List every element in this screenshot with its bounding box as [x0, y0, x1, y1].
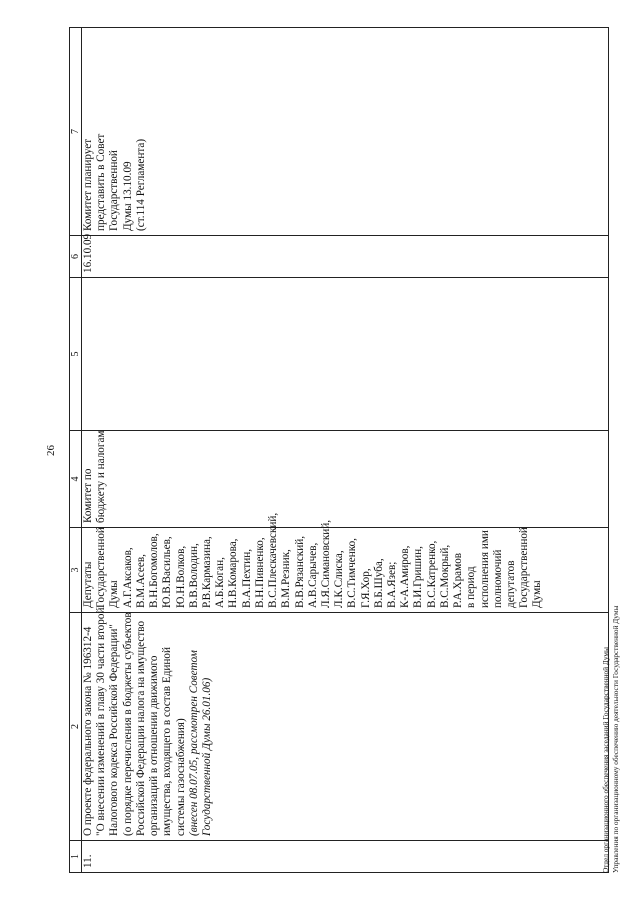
committee-line: Комитет по	[82, 468, 94, 523]
initiator-line: В.С.Катренко,	[425, 540, 438, 608]
initiator-line: исполнения ими	[478, 530, 491, 608]
initiator-line: В.В.Володин,	[187, 543, 200, 608]
initiator-line: А.В.Сарычев,	[306, 542, 319, 608]
initiator-line: В.Н.Пивненко,	[253, 537, 266, 608]
initiator-line: Г.Я.Хор,	[359, 568, 372, 608]
description-note-line: (внесен 08.07.05, рассмотрен Советом	[187, 650, 200, 836]
description-line: О проекте федерального закона № 196312-4	[82, 626, 94, 836]
date-cell: 16.10.09	[82, 236, 609, 278]
notes-cell	[82, 28, 609, 236]
description-line: системы газоснабжения)	[174, 718, 187, 836]
column-header: 6	[70, 236, 82, 278]
initiator-line: Н.В.Комарова,	[227, 538, 240, 608]
description-line: Российской Федерации налога на имущество	[134, 620, 147, 836]
agenda-table	[69, 27, 609, 873]
note-line: Думы 13.10.09	[121, 161, 134, 231]
initiator-line: В.С.Плескачевский,	[267, 512, 280, 608]
initiator-line: В.С.Тимченко,	[346, 538, 359, 608]
initiator-line: Ю.В.Васильев,	[161, 536, 174, 608]
description-note-line: Государственной Думы 26.01.06)	[200, 677, 213, 836]
description-line: Налогового кодекса Российской Федерации"	[108, 624, 121, 836]
note-line: Комитет планирует	[82, 138, 94, 231]
initiator-line: В.А.Пехтин,	[240, 548, 253, 608]
initiator-line: В.М.Резник,	[280, 549, 293, 608]
responsible-committee	[82, 431, 609, 528]
column-header: 5	[70, 278, 82, 431]
page-number: 26	[45, 445, 57, 456]
description-line: "О внесении изменений в главу 30 части второй	[95, 607, 108, 836]
initiator-line: В.И.Гришин,	[412, 546, 425, 608]
initiator-line: В.С.Мокрый,	[438, 544, 451, 608]
initiator-line: Ю.Н.Волков,	[174, 545, 187, 608]
column-5-cell	[82, 278, 609, 431]
description-line: имущества, входящего в состав Единой	[161, 647, 174, 836]
page-footer	[601, 28, 621, 873]
initiator-line: В.Б.Шуба,	[372, 558, 385, 608]
initiator-line: В.М.Асеев,	[134, 554, 147, 608]
footer-line: Управления по организационному обеспечению деятельности Государственной Думы	[611, 605, 620, 873]
initiator-line: Депутаты	[82, 561, 94, 608]
column-header: 4	[70, 431, 82, 528]
initiators-list	[82, 512, 609, 613]
table-row	[82, 28, 609, 873]
initiator-line: Государственной	[518, 527, 531, 608]
initiator-line: Л.К.Слиска,	[333, 550, 346, 608]
initiator-line: Л.Я.Симановский,	[319, 519, 332, 608]
column-number-row	[70, 28, 82, 873]
note-line: Государственной	[108, 150, 121, 231]
description-line: (о порядке перечисления в бюджеты субъектов	[121, 612, 134, 836]
initiator-line: В.А.Язев;	[386, 561, 399, 608]
committee-line: бюджету и налогам	[95, 430, 108, 523]
column-header: 3	[70, 528, 82, 613]
initiator-line: Думы	[531, 580, 544, 608]
note-line: (ст.114 Регламента)	[134, 138, 147, 231]
initiator-line: А.Б.Коган,	[214, 557, 227, 608]
rotated-page-content	[45, 28, 620, 873]
initiator-line: полномочий	[491, 549, 504, 608]
column-header: 1	[70, 841, 82, 873]
row-number: 11.	[82, 841, 609, 873]
initiator-line: В.В.Рязанский,	[293, 535, 306, 608]
initiator-line: А.Г.Аксаков,	[121, 547, 134, 608]
initiator-line: в период	[465, 566, 478, 608]
initiator-line: Думы	[108, 580, 121, 608]
initiator-line: Р.А.Храмов	[452, 552, 465, 608]
column-header: 2	[70, 613, 82, 841]
note-line: представить в Совет	[95, 133, 108, 231]
initiator-line: Государственной	[95, 527, 108, 608]
initiator-line: Р.В.Кармазина,	[200, 536, 213, 608]
initiator-line: К-А.Амиров,	[399, 545, 412, 608]
initiator-line: В.Н.Богомолов,	[148, 533, 161, 608]
initiator-line: депутатов	[505, 560, 517, 608]
column-header: 7	[70, 28, 82, 236]
bill-description	[82, 607, 609, 841]
footer-line: Отдел организационного обеспечения заседаний Государственной Думы	[601, 647, 610, 873]
description-line: организаций в отношении движимого	[148, 655, 161, 836]
